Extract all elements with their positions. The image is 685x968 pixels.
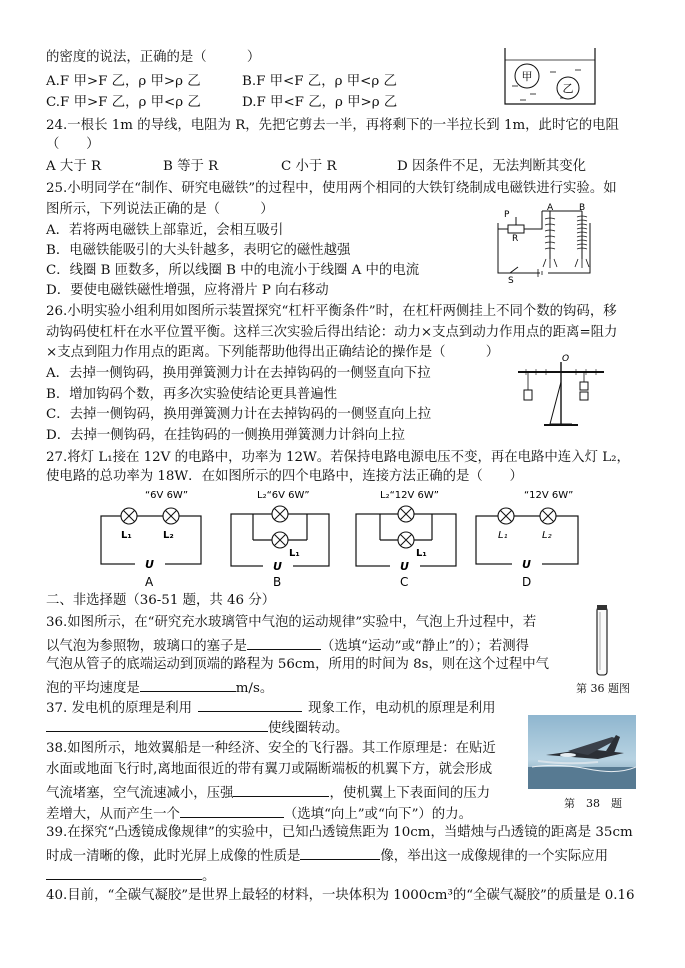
q37-stem-2 bbox=[46, 717, 348, 738]
circuit-d-rating: “12V 6W” bbox=[524, 490, 574, 501]
q38-stem-1: 38.如图所示，地效翼船是一种经济、安全的飞行器。其工作原理是：在贴近 bbox=[46, 741, 496, 756]
q38-blank-2[interactable] bbox=[180, 803, 284, 818]
circuit-d-l2: L₂ bbox=[542, 530, 552, 541]
beaker-figure bbox=[500, 46, 600, 110]
circuit-d-u: U bbox=[522, 558, 531, 571]
q38-stem-3a: 气流堵塞，空气流速减小，压强 bbox=[46, 786, 234, 801]
electromagnet-label-s: S bbox=[508, 276, 514, 286]
q27-stem-1: 27.将灯 L₁接在 12V 的电路中，功率为 12W。若保持电路电源电压不变，再在电路中连入灯 L₂， bbox=[46, 450, 630, 465]
q23-option-c: C.F 甲>F 乙，ρ 甲<ρ 乙 bbox=[46, 95, 201, 110]
q25-stem-1: 25.小明同学在“制作、研究电磁铁”的过程中，使用两个相同的大铁钉绕制成电磁铁进行实验。如 bbox=[46, 181, 617, 196]
q38-stem-3b: ，使机翼上下表面间的压力 bbox=[329, 786, 491, 801]
q26-stem-1: 26.小明实验小组利用如图所示装置探究“杠杆平衡条件”时，在杠杆两侧挂上不同个数的钩码，移 bbox=[46, 304, 617, 319]
electromagnet-label-a: A bbox=[547, 203, 554, 213]
q36-caption: 第 36 题图 bbox=[576, 682, 630, 695]
q37-stem-1 bbox=[46, 697, 496, 718]
circuit-c-l1: L₁ bbox=[416, 548, 427, 559]
q25-option-b: B．电磁铁能吸引的大头针越多，表明它的磁性越强 bbox=[46, 243, 351, 258]
q36-blank-1[interactable] bbox=[247, 635, 321, 650]
q23-option-d: D.F 甲<F 乙，ρ 甲>ρ 乙 bbox=[242, 95, 398, 110]
q36-stem-1: 36.如图所示，在“研究充水玻璃管中气泡的运动规律”实验中，气泡上升过程中，若 bbox=[46, 615, 537, 630]
q24-stem: 24.一根长 1m 的导线，电阻为 R，先把它剪去一半，再将剩下的一半拉长到 1m，此时它的电阻 bbox=[46, 118, 619, 133]
circuit-b bbox=[225, 484, 335, 590]
q36-stem-4a: 泡的平均速度是 bbox=[46, 681, 140, 696]
electromagnet-label-p: P bbox=[504, 210, 510, 220]
lever-figure bbox=[510, 352, 610, 432]
q39-blank-2[interactable] bbox=[46, 865, 202, 880]
q26-option-d: D．去掉一侧钩码，在挂钩码的一侧换用弹簧测力计斜向上拉 bbox=[46, 428, 405, 443]
q39-blank-1[interactable] bbox=[300, 845, 380, 860]
circuit-b-label: B bbox=[273, 575, 282, 589]
q26-option-b: B．增加钩码个数，再多次实验使结论更具普遍性 bbox=[46, 387, 338, 402]
circuit-a bbox=[93, 484, 209, 590]
q37-blank-2[interactable] bbox=[46, 717, 268, 732]
q27-stem-2: 使电路的总功率为 18W．在如图所示的四个电路中，连接方法正确的是（ ） bbox=[46, 469, 523, 484]
q38-blank-1[interactable] bbox=[233, 782, 329, 797]
q38-stem-2: 水面或地面飞行时,离地面很近的带有翼刀或隔断端板的机翼下方，就会形成 bbox=[46, 762, 493, 777]
q26-option-c: C．去掉一侧钩码，换用弹簧测力计在去掉钩码的一侧竖直向上拉 bbox=[46, 407, 432, 422]
q36-stem-2b: （选填“运动”或“静止”的）；若测得 bbox=[320, 639, 530, 654]
q38-stem-3 bbox=[46, 782, 490, 803]
circuit-b-rating: L₂“6V 6W” bbox=[257, 490, 310, 501]
circuit-a-u: U bbox=[145, 558, 154, 571]
q37-stem-2-text: 使线圈转动。 bbox=[268, 721, 349, 736]
q39-stem-3 bbox=[46, 865, 215, 886]
q39-stem-2a: 时成一清晰的像，此时光屏上成像的性质是 bbox=[46, 849, 301, 864]
glass-tube-figure bbox=[592, 604, 612, 678]
electromagnet-label-r: R bbox=[512, 234, 519, 244]
q39-stem-3-end: 。 bbox=[202, 869, 216, 884]
lever-label-o: O bbox=[562, 354, 570, 364]
q24-option-c: C 小于 R bbox=[281, 159, 337, 174]
circuit-d bbox=[470, 484, 586, 590]
circuit-a-l2: L₂ bbox=[163, 530, 174, 541]
beaker-label-a: 甲 bbox=[521, 70, 533, 83]
q38-stem-4 bbox=[46, 803, 472, 824]
electromagnet-label-b: B bbox=[579, 203, 586, 213]
q25-stem-2: 图所示，下列说法正确的是（ ） bbox=[46, 202, 274, 217]
q23-stem-tail: 的密度的说法，正确的是（ ） bbox=[46, 50, 261, 65]
q36-stem-4b: m/s。 bbox=[235, 681, 274, 696]
q38-stem-4b: （选填“向上”或“向下”）的力。 bbox=[283, 807, 472, 822]
circuit-d-label: D bbox=[522, 575, 532, 589]
electromagnet-figure bbox=[490, 203, 600, 287]
circuit-b-u: U bbox=[273, 560, 282, 573]
q24-option-b: B 等于 R bbox=[163, 159, 219, 174]
wing-in-ground-craft-photo bbox=[528, 715, 636, 789]
q36-stem-2 bbox=[46, 635, 529, 656]
q39-stem-1: 39.在探究“凸透镜成像规律”的实验中，已知凸透镜焦距为 10cm，当蜡烛与凸透镜的距离是 35cm bbox=[46, 825, 633, 840]
q23-option-a: A.F 甲>F 乙，ρ 甲>ρ 乙 bbox=[46, 74, 201, 89]
q36-stem-3: 气泡从管子的底端运动到顶端的路程为 56cm，所用的时间为 8s，则在这个过程中气 bbox=[46, 657, 550, 672]
circuit-a-rating: “6V 6W” bbox=[145, 490, 188, 501]
circuit-c bbox=[350, 484, 462, 590]
q36-stem-4 bbox=[46, 677, 273, 698]
q37-blank-1[interactable] bbox=[198, 697, 302, 712]
q40-stem-1: 40.目前，“全碳气凝胶”是世界上最轻的材料，一块体积为 1000cm³的“全碳气凝胶”的质量是 0.16 bbox=[46, 888, 635, 903]
circuit-c-u: U bbox=[400, 560, 409, 573]
q23-option-b: B.F 甲<F 乙，ρ 甲<ρ 乙 bbox=[242, 74, 397, 89]
q37-stem-1b: 现象工作，电动机的原理是利用 bbox=[308, 701, 496, 716]
q24-paren: （ ） bbox=[46, 137, 100, 152]
q36-blank-2[interactable] bbox=[140, 677, 236, 692]
circuit-d-l1: L₁ bbox=[498, 530, 508, 541]
circuit-a-l1: L₁ bbox=[121, 530, 132, 541]
q26-stem-3: ×支点到阻力作用点的距离。下列能帮助他得出正确结论的操作是（ ） bbox=[46, 345, 500, 360]
q39-stem-2b: 像，举出这一成像规律的一个实际应用 bbox=[380, 849, 609, 864]
q24-option-d: D 因条件不足，无法判断其变化 bbox=[397, 159, 587, 174]
q25-option-d: D．要使电磁铁磁性增强，应将滑片 P 向右移动 bbox=[46, 283, 329, 298]
q25-option-c: C．线圈 B 匝数多，所以线圈 B 中的电流小于线圈 A 中的电流 bbox=[46, 263, 420, 278]
q36-stem-2a: 以气泡为参照物，玻璃口的塞子是 bbox=[46, 639, 247, 654]
q24-option-a: A 大于 R bbox=[46, 159, 102, 174]
circuit-c-rating: L₂“12V 6W” bbox=[380, 490, 439, 501]
q37-stem-1a: 37. 发电机的原理是利用 bbox=[46, 701, 193, 716]
circuit-c-label: C bbox=[400, 575, 409, 589]
beaker-label-b: 乙 bbox=[562, 82, 574, 95]
q25-option-a: A．若将两电磁铁上部靠近，会相互吸引 bbox=[46, 223, 284, 238]
section-2-heading: 二、非选择题（36-51 题，共 46 分） bbox=[46, 593, 276, 608]
circuit-b-l1: L₁ bbox=[289, 548, 300, 559]
q38-caption: 第 38 题 bbox=[564, 797, 622, 810]
q39-stem-2 bbox=[46, 845, 608, 866]
circuit-a-label: A bbox=[145, 575, 154, 589]
q38-stem-4a: 差增大，从而产生一个 bbox=[46, 807, 180, 822]
q26-option-a: A．去掉一侧钩码，换用弹簧测力计在去掉钩码的一侧竖直向下拉 bbox=[46, 366, 431, 381]
q26-stem-2: 动钩码使杠杆在水平位置平衡。这样三次实验后得出结论：动力×支点到动力作用点的距离=阻力 bbox=[46, 325, 618, 340]
